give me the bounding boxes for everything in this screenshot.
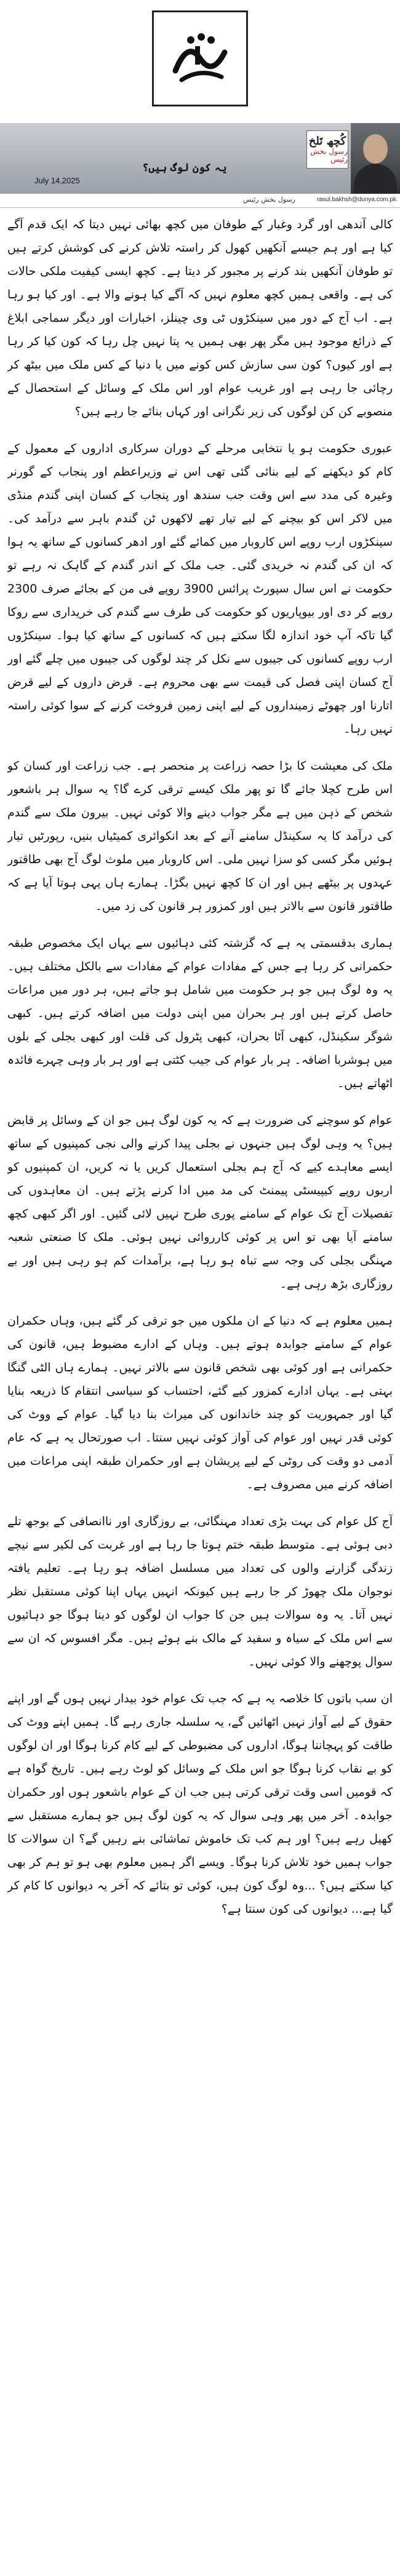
author-photo bbox=[351, 123, 400, 194]
article-date: July 14,2025 bbox=[34, 176, 80, 185]
article-body bbox=[7, 213, 393, 2563]
masthead bbox=[0, 0, 400, 117]
author-email[interactable]: rasul.bakhsh@dunya.com.pk bbox=[316, 196, 396, 203]
column-badge-author: رسول بخش رئیس bbox=[310, 146, 348, 164]
article-paragraph: عوام کو سوچنے کی ضرورت ہے کہ یہ کون لوگ ہیں جو ان کے وسائل پر قابض ہیں؟ یہ وہی لوگ ہیں جنہوں نے بجلی پیدا کرنے والی نجی کمپنیوں کے ساتھ ایسے معاہدے کیے کہ آج ہم بجلی استعمال کریں یا نہ کریں، ان کمپنیوں کو اربوں روپے کیپیسٹی پیمنٹ کی مد میں ادا کرنے پڑتے ہیں۔ ان معاہدوں کی تفصیلات آج تک عوام کے سامنے پوری طرح نہیں لائی گئیں۔ اور اگر کبھی کچھ سامنے آیا بھی تو اس پر کوئی کارروائی نہیں ہوئی۔ ملک کا صنعتی شعبہ مہنگی بجلی کی وجہ سے تباہ ہو رہا ہے، برآمدات کم ہو رہی ہیں اور بے روزگاری بڑھ رہی ہے۔ bbox=[7, 1114, 393, 1291]
article-paragraph: ان سب باتوں کا خلاصہ یہ ہے کہ جب تک عوام خود بیدار نہیں ہوں گے اور اپنے حقوق کے لیے آواز نہیں اٹھائیں گے، یہ سلسلہ جاری رہے گا۔ ہمیں اپنے ووٹ کی طاقت کو پہچاننا ہوگا، اداروں کی مضبوطی کے لیے کام کرنا ہوگا اور ان لوگوں کو بے نقاب کرنا ہوگا جو اس ملک کے وسائل کو لوٹ رہے ہیں۔ تاریخ گواہ ہے کہ قومیں اسی وقت ترقی کرتی ہیں جب ان کے عوام باشعور ہوں اور حکمران جوابدہ۔ آخر میں پھر وہی سوال کہ یہ کون لوگ ہیں جو ہمارے مستقبل سے کھیل رہے ہیں؟ اور ہم کب تک خاموش تماشائی بنے رہیں گے؟ ان سوالات کا جواب ہمیں خود تلاش کرنا ہوگا۔ ویسے اگر ہمیں معلوم بھی ہو تو ہم کر بھی کیا سکتے ہیں؟ ...وہ لوگ کون ہیں، کوئی تو بتائے کہ آخر یہ دیوانوں کا کام کر گیا ہے... دیوانوں کی کون سنتا ہے؟ bbox=[7, 1692, 393, 1916]
author-face bbox=[363, 134, 388, 164]
author-shoulders bbox=[354, 164, 397, 194]
article-paragraph: عبوری حکومت ہو یا نتخابی مرحلے کے دوران سرکاری اداروں کے معمول کے کام کو دیکھنے کے لیے بنائی گئی تھی اس نے وزیراعظم اور پنجاب کے گورنر وغیرہ کی مدد سے اس وقت جب سندھ اور پنجاب کے کسان اپنی گندم منڈی میں لاکر اس کو بیچنے کے لیے تیار تھے لاکھوں ٹن گندم باہر سے درآمد کی۔ سینکڑوں ارب روپے اس کاروبار میں کمائے گئے اور ادھر کسانوں کے ساتھ یہ ہوا کہ ان کی گندم نہ خریدی گئی۔ جب ملک کے اندر گندم کے گاہک نہ رہے تو حکومت نے اس سال سپورٹ پرائس 3900 روپے فی من کے بجائے صرف 2300 روپے کر دی اور بیوپاریوں کو حکومت کی طرف سے گندم کی خریداری سے روکا گیا تاکہ آپ خود اندازہ لگا سکتے ہیں کہ کسانوں کے ساتھ کیا ہوا۔ سینکڑوں ارب روپے کسانوں کی جیبوں سے نکل کر چند لوگوں کی جیبوں میں چلے گئے اور آج کسان اپنی فصل کی قیمت سے بھی محروم ہے۔ قرض داروں کے لیے قرض اتارنا اور چھوٹے زمینداروں کے لیے اپنی زمین فروخت کرنے کے سوا کوئی راستہ نہیں رہا۔ bbox=[7, 442, 393, 736]
column-badge bbox=[306, 130, 348, 169]
author-strip bbox=[0, 194, 400, 208]
article-paragraph: ہمیں معلوم ہے کہ دنیا کے ان ملکوں میں جو ترقی کر گئے ہیں، وہاں حکمران عوام کے سامنے جوابدہ ہوتے ہیں۔ وہاں کے ادارے مضبوط ہیں، قانون کی حکمرانی ہے اور کوئی بھی شخص قانون سے بالاتر نہیں۔ ہمارے ہاں الٹی گنگا بہتی ہے۔ یہاں ادارے کمزور کیے گئے، احتساب کو سیاسی انتقام کا ذریعہ بنایا گیا اور جمہوریت کو چند خاندانوں کی میراث بنا دیا گیا۔ عوام کے ووٹ کی کوئی قدر نہیں اور عوام کی آواز کوئی نہیں سنتا۔ اب صورتحال یہ ہے کہ عام آدمی دو وقت کی روٹی کے لیے پریشان ہے اور حکمران طبقہ اپنی مراعات میں اضافہ کرنے میں مصروف ہے۔ bbox=[7, 1314, 393, 1491]
column-header bbox=[0, 123, 400, 194]
newspaper-logo-icon bbox=[163, 22, 237, 95]
article-paragraph: ہماری بدقسمتی یہ ہے کہ گزشتہ کئی دہائیوں سے یہاں ایک مخصوص طبقہ حکمرانی کر رہا ہے جس کے مفادات عوام کے مفادات سے بالکل مختلف ہیں۔ یہ وہ لوگ ہیں جو ہر حکومت میں شامل ہو جاتے ہیں، ہر دور میں مراعات حاصل کرتے ہیں اور ہر بحران میں اپنی دولت میں اضافہ کرتے ہیں۔ کبھی شوگر سکینڈل، کبھی آٹا بحران، کبھی پٹرول کی قلت اور کبھی بجلی کے بلوں میں ہوشربا اضافہ۔ ہر بار عوام کی جیب کٹتی ہے اور ہر بار وہی چہرے فائدہ اٹھاتے ہیں۔ bbox=[7, 936, 393, 1090]
article-paragraph: کالی آندھی اور گرد وغبار کے طوفان میں کچھ بھائی نہیں دیتا کہ ایک قدم آگے کیا ہے اور ہم جیسے آنکھیں کھول کر راستہ تلاش کرنے کی کوشش کرتے ہیں تو طوفان آنکھیں بند کرنے پر مجبور کر دیتا ہے۔ کچھ ایسی کیفیت ملکی حالات کی ہے۔ واقعی ہمیں کچھ معلوم نہیں کہ آگے کیا ہونے والا ہے۔ اور کیا ہو رہا ہے۔ اب آج کے دور میں سینکڑوں ٹی وی چینلز، اخبارات اور دیگر سماجی ابلاغ کے ذرائع موجود ہیں مگر پھر بھی ہمیں یہ پتا نہیں چل رہا کہ کون کیا کر رہا ہے اور کیوں؟ کون سی سازش کس کونے میں یا دنیا کے کس ملک میں بیٹھ کر رچائی جا رہی ہے اور غریب عوام اور اس ملک کے وسائل کے استحصال کے منصوبے کن کن لوگوں کی زیر نگرانی اور کہاں بنائے جا رہے ہیں؟ bbox=[7, 218, 393, 418]
article-title: یہ کون لوگ ہیں؟ bbox=[142, 162, 227, 174]
article-paragraph: ملک کی معیشت کا بڑا حصہ زراعت پر منحصر ہے۔ جب زراعت اور کسان کو اس طرح کچلا جائے گا تو پھر ملک کیسے ترقی کرے گا؟ یہ سوال ہر باشعور شخص کے ذہن میں ہے مگر جواب دینے والا کوئی نہیں۔ بیرون ملک سے گندم کی درآمد کا یہ سکینڈل سامنے آنے کے بعد انکوائری کمیٹیاں بنیں، رپورٹیں تیار ہوئیں مگر کسی کو سزا نہیں ملی۔ اس کاروبار میں ملوث لوگ آج بھی طاقتور عہدوں پر بیٹھے ہیں اور ان کا کچھ نہیں بگڑا۔ ہمارے ہاں یہی ہوتا آیا ہے کہ طاقتور قانون سے بالاتر ہیں اور کمزور ہر قانون کی زد میں۔ bbox=[7, 759, 393, 913]
column-badge-title: کُچھ تَلخ bbox=[308, 134, 346, 148]
article-paragraph: آج کل عوام کی بہت بڑی تعداد مہنگائی، بے روزگاری اور ناانصافی کے بوجھ تلے دبی ہوئی ہے۔ متوسط طبقہ ختم ہوتا جا رہا ہے اور غربت کی لکیر سے نیچے زندگی گزارنے والوں کی تعداد میں مسلسل اضافہ ہو رہا ہے۔ تعلیم یافتہ نوجوان ملک چھوڑ کر جا رہے ہیں کیونکہ انہیں یہاں اپنا کوئی مستقبل نظر نہیں آتا۔ یہ وہ سوالات ہیں جن کا جواب ان لوگوں کو دینا ہوگا جو دہائیوں سے اس ملک کے سیاہ و سفید کے مالک بنے ہوئے ہیں۔ مگر افسوس کہ ان سے سوال پوچھنے والا کوئی نہیں۔ bbox=[7, 1515, 393, 1669]
newspaper-logo[interactable] bbox=[152, 10, 248, 106]
author-name: رسول بخش رئیس bbox=[242, 196, 295, 204]
